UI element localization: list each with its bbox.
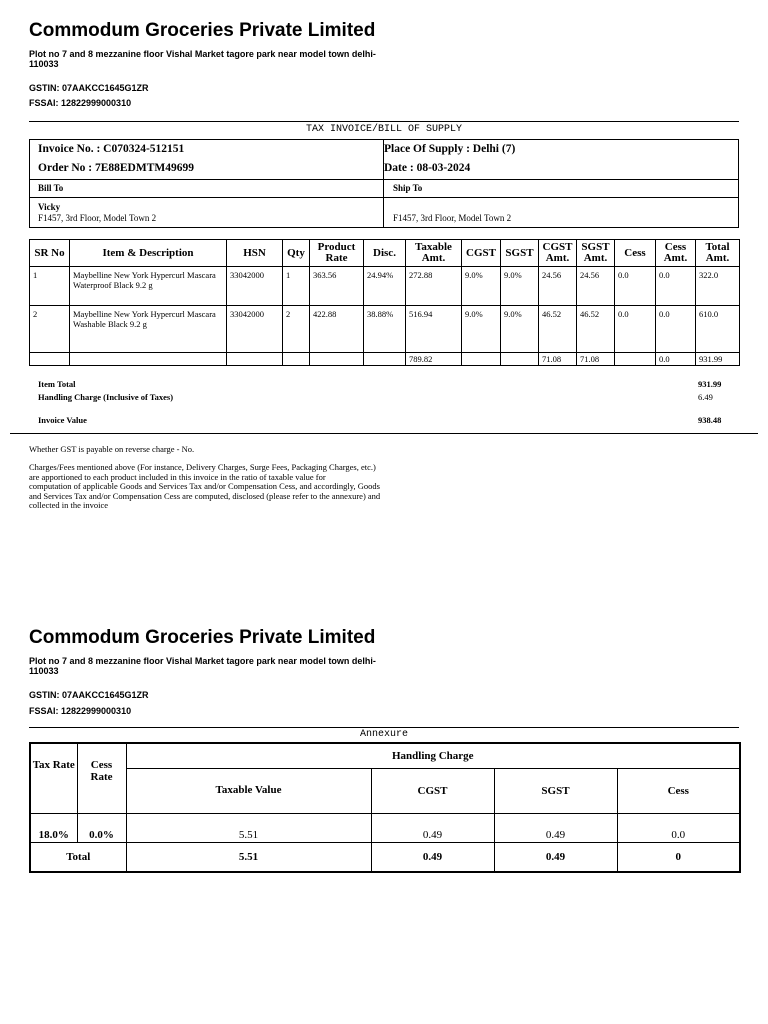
cell: 0.0 [656,267,696,306]
divider [29,727,739,728]
cell: 2 [283,306,310,353]
note-line: and Services Tax and/or Compensation Cess are computed, disclosed (please refer to the annexure) and [29,490,381,501]
handling-label: Handling Charge (Inclusive of Taxes) [38,392,174,402]
cgst-header: CGST [371,768,494,813]
divider [10,433,758,434]
invoice-value: 938.48 [698,415,722,425]
annexure-title: Annexure [359,729,408,740]
cell: Maybelline New York Hypercurl Mascara Washable Black 9.2 g [70,306,227,353]
cell [364,353,406,366]
cell [615,353,656,366]
col-taxable: Taxable Amt. [406,240,462,267]
order-number: Order No : 7E88EDMTM49699 [38,162,194,174]
ship-to-address: F1457, 3rd Floor, Model Town 2 [393,213,512,223]
cell: 24.56 [539,267,577,306]
handling-charge-header: Handling Charge [126,743,740,768]
bill-to-address: F1457, 3rd Floor, Model Town 2 [38,213,157,223]
bill-to-name: Vicky [38,202,61,212]
cell [501,353,539,366]
company-name: Commodum Groceries Private Limited [29,627,376,648]
totals-row [30,842,740,872]
cell [283,353,310,366]
address-line-1: Plot no 7 and 8 mezzanine floor Vishal Market tagore park near model town delhi- [29,49,376,59]
col-cgst: CGST [462,240,501,267]
fssai: FSSAI: 12822999000310 [29,706,132,716]
address-line-2: 110033 [29,666,59,676]
cell: 931.99 [696,353,740,366]
col-rate: Product Rate [310,240,364,267]
cell: 24.94% [364,267,406,306]
col-qty: Qty [283,240,310,267]
note-line: Charges/Fees mentioned above (For instance, Delivery Charges, Surge Fees, Packaging Charges, etc.) [29,462,376,472]
cell: 24.56 [577,267,615,306]
invoice-date: Date : 08-03-2024 [384,162,471,174]
annexure-table [29,742,741,873]
item-total-value: 931.99 [698,379,722,389]
cell: 9.0% [462,267,501,306]
table-row [30,306,740,353]
item-total-label: Item Total [38,379,76,389]
cell: 0.49 [494,842,617,872]
invoice-number: Invoice No. : C070324-512151 [38,143,185,155]
fssai: FSSAI: 12822999000310 [29,98,132,108]
cell [462,353,501,366]
cell: 0.0 [656,353,696,366]
col-cess-amt: Cess Amt. [656,240,696,267]
address-line-2: 110033 [29,59,59,69]
cell: 9.0% [501,267,539,306]
note-line: computation of applicable Goods and Services Tax and/or Compensation Cess, and accordingly, Goods [29,481,380,491]
col-cgst-amt: CGST Amt. [539,240,577,267]
cell: 789.82 [406,353,462,366]
invoice-title: TAX INVOICE/BILL OF SUPPLY [305,124,463,135]
company-address [29,49,409,69]
cell [70,353,227,366]
cell: 0.0 [617,813,740,842]
cell: 71.08 [577,353,615,366]
note-line: are apportioned to each product included in this invoice in the ratio of taxable value for [29,471,326,482]
cell: 5.51 [126,842,371,872]
gstin: GSTIN: 07AAKCC1645G1ZR [29,690,149,700]
cell: 422.88 [310,306,364,353]
invoice-value-label: Invoice Value [38,415,87,425]
cell: 0.49 [371,842,494,872]
cell: 1 [283,267,310,306]
col-sr: SR No [30,240,70,267]
cell: 0.49 [371,813,494,842]
table-row [30,267,740,306]
sgst-header: SGST [494,768,617,813]
col-cess: Cess [615,240,656,267]
invoice-header-box [29,139,739,228]
cell: 33042000 [227,306,283,353]
cell [310,353,364,366]
col-hsn: HSN [227,240,283,267]
cess-rate-header: Cess Rate [77,743,126,813]
company-address [29,656,409,676]
taxable-value-header: Taxable Value [126,768,371,813]
note-line: collected in the invoice [29,500,109,510]
items-header-row [30,240,740,267]
divider [29,121,739,122]
cell: 610.0 [696,306,740,353]
cell: Maybelline New York Hypercurl Mascara Waterproof Black 9.2 g [70,267,227,306]
cell: 2 [30,306,70,353]
company-name: Commodum Groceries Private Limited [29,20,376,41]
cell: 46.52 [577,306,615,353]
cell: 18.0% [30,813,77,842]
charges-note [29,463,449,511]
items-table [29,239,740,366]
col-item: Item & Description [70,240,227,267]
cell: 71.08 [539,353,577,366]
col-sgst-amt: SGST Amt. [577,240,615,267]
bill-to-label: Bill To [38,183,64,193]
cell: 0.49 [494,813,617,842]
cell: 38.88% [364,306,406,353]
cell: 9.0% [501,306,539,353]
cell: Total [30,842,126,872]
cell: 0.0 [656,306,696,353]
gstin: GSTIN: 07AAKCC1645G1ZR [29,83,149,93]
cell: 33042000 [227,267,283,306]
cell: 0 [617,842,740,872]
col-disc: Disc. [364,240,406,267]
ship-to-label: Ship To [393,183,423,193]
place-of-supply: Place Of Supply : Delhi (7) [384,143,516,155]
totals-row [30,353,740,366]
tax-rate-header: Tax Rate [30,743,77,813]
reverse-charge-note: Whether GST is payable on reverse charge - No. [29,444,195,454]
col-total: Total Amt. [696,240,740,267]
cell: 0.0 [615,306,656,353]
cell: 322.0 [696,267,740,306]
cell: 0.0 [615,267,656,306]
table-row [30,813,740,842]
cell: 9.0% [462,306,501,353]
cell: 46.52 [539,306,577,353]
cell [30,353,70,366]
handling-value: 6.49 [698,392,713,402]
cell [227,353,283,366]
cell: 5.51 [126,813,371,842]
cell: 0.0% [77,813,126,842]
col-sgst: SGST [501,240,539,267]
cell: 272.88 [406,267,462,306]
address-line-1: Plot no 7 and 8 mezzanine floor Vishal Market tagore park near model town delhi- [29,656,376,666]
cess-header: Cess [617,768,740,813]
cell: 363.56 [310,267,364,306]
cell: 1 [30,267,70,306]
cell: 516.94 [406,306,462,353]
